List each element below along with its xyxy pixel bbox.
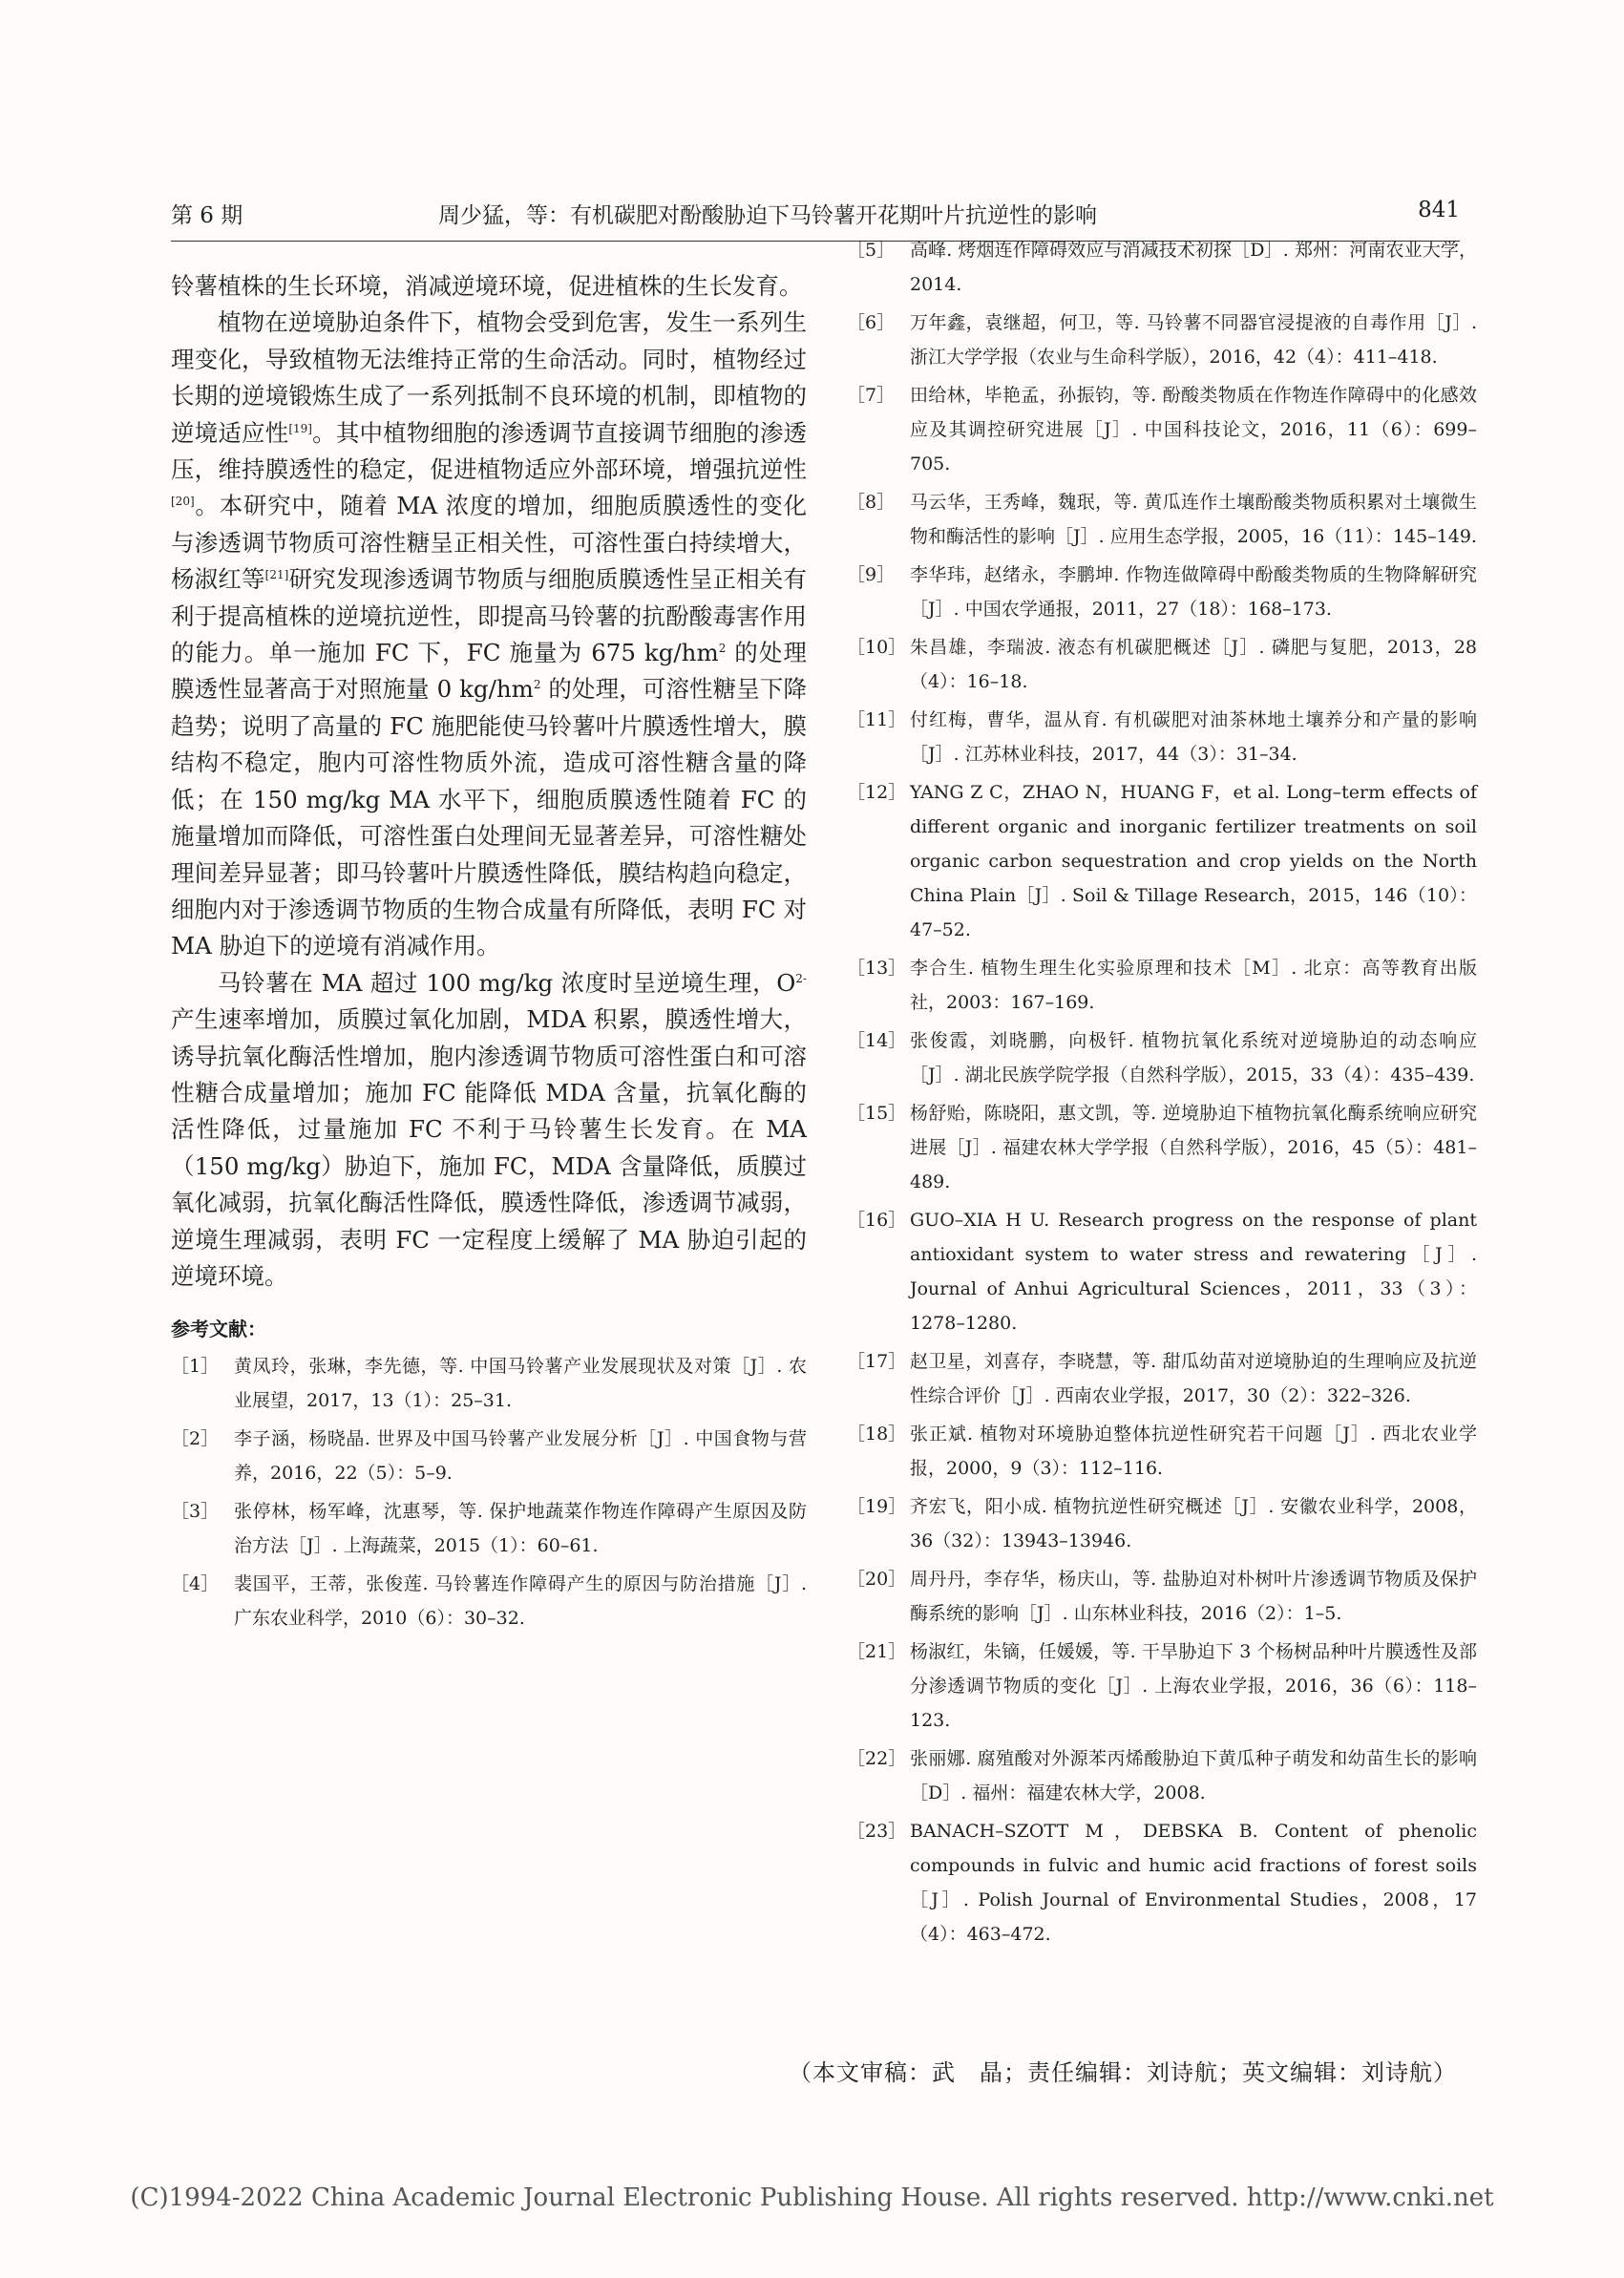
reference-number: ［23］ bbox=[847, 1821, 907, 1842]
running-title: 周少猛，等：有机碳肥对酚酸胁迫下马铃薯开花期叶片抗逆性的影响 bbox=[438, 203, 1097, 228]
reference-item bbox=[847, 378, 1477, 481]
reference-item bbox=[171, 1349, 807, 1418]
paragraph-1: 铃薯植株的生长环境，消减逆境环境，促进植株的生长发育。 bbox=[171, 272, 803, 300]
reference-number: ［8］ bbox=[847, 492, 896, 513]
reference-item bbox=[847, 233, 1477, 302]
reference-number: ［3］ bbox=[171, 1501, 220, 1523]
reference-number: ［13］ bbox=[847, 958, 907, 979]
reference-item bbox=[847, 775, 1477, 947]
citation-20[interactable]: [20] bbox=[171, 495, 195, 509]
reference-text: 高峰. 烤烟连作障碍效应与消减技术初探［D］. 郑州：河南农业大学，2014. bbox=[910, 240, 1477, 295]
reference-number: ［18］ bbox=[847, 1424, 907, 1445]
reference-text: 张正斌. 植物对环境胁迫整体抗逆性研究若干问题［J］. 西北农业学报，2000，9（3）：112–116. bbox=[910, 1424, 1477, 1479]
reference-number: ［2］ bbox=[171, 1428, 220, 1450]
reference-text: 田给林，毕艳孟，孙振钧，等. 酚酸类物质在作物连作障碍中的化感效应及其调控研究进展［J］. 中国科技论文，2016，11（6）：699–705. bbox=[910, 385, 1477, 475]
reference-item bbox=[847, 558, 1477, 626]
reference-text: 朱昌雄，李瑞波. 液态有机碳肥概述［J］. 磷肥与复肥，2013，28（4）：16–18. bbox=[910, 637, 1477, 692]
reference-text: 张丽娜. 腐殖酸对外源苯丙烯酸胁迫下黄瓜种子萌发和幼苗生长的影响［D］. 福州：福建农林大学，2008. bbox=[910, 1748, 1477, 1803]
body-text bbox=[171, 268, 807, 1295]
reference-number: ［19］ bbox=[847, 1496, 907, 1517]
left-column bbox=[171, 268, 807, 1639]
reference-text: 张俊霞，刘晓鹏，向极钎. 植物抗氧化系统对逆境胁迫的动态响应［J］. 湖北民族学院学报（自然科学版），2015，33（4）：435–439. bbox=[910, 1030, 1477, 1086]
reference-number: ［22］ bbox=[847, 1748, 907, 1769]
citation-19[interactable]: [19] bbox=[288, 421, 312, 435]
reference-number: ［9］ bbox=[847, 564, 896, 585]
paragraph-3: 马铃薯在 MA 超过 100 mg/kg 浓度时呈逆境生理，$O^{2-}$产生速率增加，质膜过氧化加剧，MDA 积累，膜透性增大，诱导抗氧化酶活性增加，胞内渗透调节物质可溶性蛋白和可溶性糖合成量增加；施加 FC 能降低 MDA 含量，抗氧化酶的活性降低，过量施加 FC 不利于马铃薯生长发育。在 MA（150 mg/kg）胁迫下，施加 FC，MDA 含量降低，质膜过氧化减弱，抗氧化酶活性降低，膜透性降低，渗透调节减弱，逆境生理减弱，表明 FC 一定程度上缓解了 MA 胁迫引起的逆境环境。 bbox=[171, 968, 807, 1290]
reference-number: ［20］ bbox=[847, 1569, 907, 1590]
reference-number: ［1］ bbox=[171, 1356, 220, 1378]
running-header bbox=[171, 198, 1460, 236]
reference-item bbox=[847, 1562, 1477, 1631]
reference-item bbox=[171, 1422, 807, 1490]
review-credits: （本文审稿：武 晶；责任编辑：刘诗航；英文编辑：刘诗航） bbox=[789, 2059, 1457, 2086]
reference-text: GUO–XIA H U. Research progress on the response of plant antioxidant system to water stress and rewatering［J］. Journal of Anhui Agricultural Sciences，2011，33（3）：1278–1280. bbox=[910, 1210, 1477, 1334]
reference-number: ［17］ bbox=[847, 1351, 907, 1372]
reference-text: 付红梅，曹华，温从育. 有机碳肥对油茶林地土壤养分和产量的影响［J］. 江苏林业科技，2017，44（3）：31–34. bbox=[910, 709, 1477, 765]
reference-item bbox=[847, 1203, 1477, 1340]
reference-number: ［16］ bbox=[847, 1210, 907, 1231]
reference-item bbox=[847, 1489, 1477, 1558]
reference-item bbox=[847, 1814, 1477, 1951]
reference-item bbox=[847, 485, 1477, 554]
reference-text: 张停林，杨军峰，沈惠琴，等. 保护地蔬菜作物连作障碍产生原因及防治方法［J］. 上海蔬菜，2015（1）：60–61. bbox=[234, 1501, 807, 1557]
reference-list-left bbox=[171, 1349, 807, 1635]
reference-text: 李子涵，杨晓晶. 世界及中国马铃薯产业发展分析［J］. 中国食物与营养，2016，22（5）：5–9. bbox=[234, 1428, 807, 1485]
reference-text: 李华玮，赵绪永，李鹏坤. 作物连做障碍中酚酸类物质的生物降解研究［J］. 中国农学通报，2011，27（18）：168–173. bbox=[910, 564, 1477, 620]
reference-text: BANACH–SZOTT M，DEBSKA B. Content of phenolic compounds in fulvic and humic acid fractions of forest soils［J］. Polish Journal of Environmental Studies，2008，17（4）：463–472. bbox=[910, 1821, 1477, 1945]
reference-text: 裴国平，王蒂，张俊莲. 马铃薯连作障碍产生的原因与防治措施［J］. 广东农业科学，2010（6）：30–32. bbox=[234, 1573, 807, 1630]
reference-text: 杨舒贻，陈晓阳，惠文凯，等. 逆境胁迫下植物抗氧化酶系统响应研究进展［J］. 福建农林大学学报（自然科学版），2016，45（5）：481–489. bbox=[910, 1103, 1477, 1192]
reference-text: 周丹丹，李存华，杨庆山，等. 盐胁迫对朴树叶片渗透调节物质及保护酶系统的影响［J］. 山东林业科技，2016（2）：1–5. bbox=[910, 1569, 1477, 1624]
reference-item bbox=[847, 1096, 1477, 1199]
reference-text: 齐宏飞，阳小成. 植物抗逆性研究概述［J］. 安徽农业科学，2008，36（32）：13943–13946. bbox=[910, 1496, 1477, 1551]
reference-item bbox=[847, 1023, 1477, 1092]
reference-number: ［4］ bbox=[171, 1573, 220, 1595]
reference-item bbox=[171, 1494, 807, 1563]
issue-number: 第 6 期 bbox=[171, 203, 243, 228]
references-heading: 参考文献： bbox=[171, 1318, 266, 1341]
citation-21[interactable]: [21] bbox=[264, 568, 289, 582]
reference-item bbox=[847, 1344, 1477, 1413]
reference-number: ［7］ bbox=[847, 385, 896, 406]
reference-item bbox=[847, 1741, 1477, 1810]
reference-item bbox=[847, 703, 1477, 771]
reference-item bbox=[847, 951, 1477, 1020]
reference-number: ［6］ bbox=[847, 312, 896, 333]
reference-text: YANG Z C，ZHAO N，HUANG F，et al. Long–term effects of different organic and inorganic fertilizer treatments on soil organic carbon sequestration and crop yields on the North China Plain［J］. Soil & Tillage Research，2015，146（10）：47–52. bbox=[910, 782, 1477, 940]
reference-text: 马云华，王秀峰，魏珉，等. 黄瓜连作土壤酚酸类物质积累对土壤微生物和酶活性的影响［J］. 应用生态学报，2005，16（11）：145–149. bbox=[910, 492, 1477, 547]
reference-item bbox=[847, 1417, 1477, 1486]
reference-list-right bbox=[847, 233, 1477, 1951]
reference-item bbox=[847, 630, 1477, 699]
paragraph-2: 植物在逆境胁迫条件下，植物会受到危害，发生一系列生理变化，导致植物无法维持正常的生命活动。同时，植物经过长期的逆境锻炼生成了一系列抵制不良环境的机制，即植物的逆境适应性[19]。其中植物细胞的渗透调节直接调节细胞的渗透压，维持膜透性的稳定，促进植物适应外部环境，增强抗逆性[20]。本研究中，随着 MA 浓度的增加，细胞质膜透性的变化与渗透调节物质可溶性糖呈正相关性，可溶性蛋白持续增大，杨淑红等[21]研究发现渗透调节物质与细胞质膜透性呈正相关有利于提高植株的逆境抗逆性，即提高马铃薯的抗酚酸毒害作用的能力。单一施加 FC 下，FC 施量为 675 $kg/hm^2$ 的处理膜透性显著高于对照施量 0 $kg/hm^2$ 的处理，可溶性糖呈下降趋势；说明了高量的 FC 施肥能使马铃薯叶片膜透性增大，膜结构不稳定，胞内可溶性物质外流，造成可溶性糖含量的降低；在 150 mg/kg MA 水平下，细胞质膜透性随着 FC 的施量增加而降低，可溶性蛋白处理间无显著差异，可溶性糖处理间差异显著；即马铃薯叶片膜透性降低，膜结构趋向稳定，细胞内对于渗透调节物质的生物合成量有所降低，表明 FC 对 MA 胁迫下的逆境有消减作用。 bbox=[171, 308, 808, 960]
copyright-footer: (C)1994-2022 China Academic Journal Electronic Publishing House. All rights reserved. http://www.cnki.net bbox=[130, 2183, 1494, 2212]
right-column bbox=[847, 233, 1477, 1955]
reference-number: ［15］ bbox=[847, 1103, 907, 1124]
reference-text: 黄凤玲，张琳，李先德，等. 中国马铃薯产业发展现状及对策［J］. 农业展望，2017，13（1）：25–31. bbox=[234, 1356, 807, 1412]
reference-text: 万年鑫，袁继超，何卫，等. 马铃薯不同器官浸提液的自毒作用［J］. 浙江大学学报（农业与生命科学版），2016，42（4）：411–418. bbox=[910, 312, 1477, 368]
reference-item bbox=[847, 1635, 1477, 1738]
page-number: 841 bbox=[1418, 198, 1460, 222]
reference-number: ［10］ bbox=[847, 637, 907, 658]
reference-number: ［11］ bbox=[847, 709, 907, 730]
reference-number: ［14］ bbox=[847, 1030, 907, 1051]
reference-number: ［12］ bbox=[847, 782, 907, 803]
reference-text: 赵卫星，刘喜存，李晓慧，等. 甜瓜幼苗对逆境胁迫的生理响应及抗逆性综合评价［J］. 西南农业学报，2017，30（2）：322–326. bbox=[910, 1351, 1477, 1406]
reference-text: 李合生. 植物生理生化实验原理和技术［M］. 北京：高等教育出版社，2003：167–169. bbox=[910, 958, 1477, 1013]
reference-item bbox=[847, 306, 1477, 374]
reference-number: ［21］ bbox=[847, 1641, 907, 1662]
reference-number: ［5］ bbox=[847, 240, 896, 261]
reference-text: 杨淑红，朱镝，任媛媛，等. 干旱胁迫下 3 个杨树品种叶片膜透性及部分渗透调节物质的变化［J］. 上海农业学报，2016，36（6）：118–123. bbox=[910, 1641, 1477, 1731]
reference-item bbox=[171, 1567, 807, 1635]
